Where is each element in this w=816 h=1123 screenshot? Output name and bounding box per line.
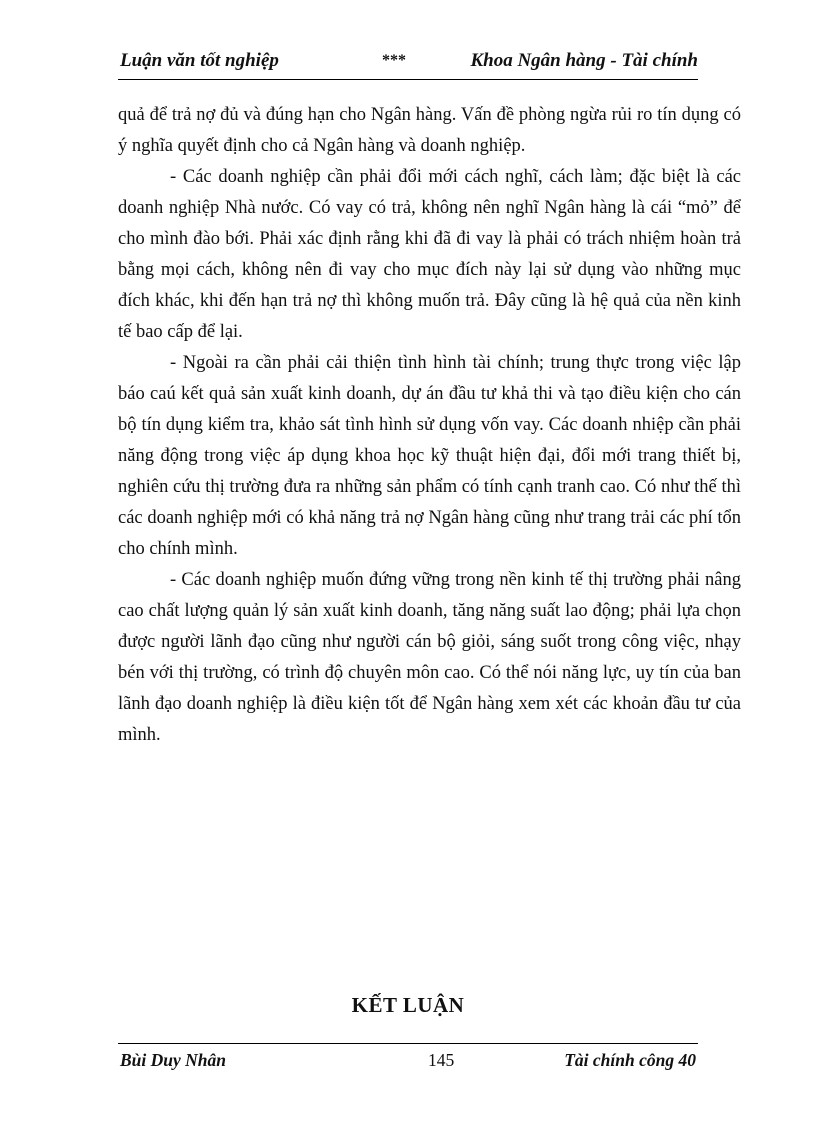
- page-header: [118, 50, 698, 80]
- header-thesis-label: Luận văn tốt nghiệp: [120, 50, 279, 71]
- page-footer: [118, 1050, 698, 1078]
- footer-author: Bùi Duy Nhân: [120, 1050, 227, 1070]
- body-text: [118, 100, 741, 751]
- paragraph-management-quality: - Các doanh nghiệp muốn đứng vững trong nền kinh tế thị trường phải nâng cao chất lượng quản lý sản xuất kinh doanh, tăng năng suất lao động; phải lựa chọn được người lãnh đạo cũng như người cán bộ giỏi, sáng suốt trong công việc, nhạy bén với thị trường, có trình độ chuyên môn cao. Có thể nói năng lực, uy tín của ban lãnh đạo doanh nghiệp là điều kiện tốt để Ngân hàng xem xét các khoản đầu tư của mình.: [118, 570, 741, 745]
- paragraph-enterprise-mindset: - Các doanh nghiệp cần phải đổi mới cách nghĩ, cách làm; đặc biệt là các doanh nghiệp Nhà nước. Có vay có trả, không nên nghĩ Ngân hàng là cái “mỏ” để cho mình đào bới. Phải xác định rằng khi đã đi vay là phải có trách nhiệm hoàn trả bằng mọi cách, không nên đi vay cho mục đích này lại sử dụng vào những mục đích khác, khi đến hạn trả nợ thì không muốn trả. Đây cũng là hệ quả của nền kinh tế bao cấp để lại.: [118, 167, 741, 342]
- header-faculty-label: Khoa Ngân hàng - Tài chính: [470, 50, 698, 71]
- footer-rule: [118, 1043, 698, 1044]
- footer-class: Tài chính công 40: [564, 1050, 696, 1070]
- page-number: 145: [428, 1050, 455, 1070]
- paragraph-financial-situation: - Ngoài ra cần phải cải thiện tình hình tài chính; trung thực trong việc lập báo caú kết quả sản xuất kinh doanh, dự án đầu tư khả thi và tạo điều kiện cho cán bộ tín dụng kiểm tra, khảo sát tình hình sử dụng vốn vay. Các doanh nhiệp cần phải năng động trong việc áp dụng khoa học kỹ thuật hiện đại, đổi mới trang thiết bị, nghiên cứu thị trường đưa ra những sản phẩm có tính cạnh tranh cao. Có như thế thì các doanh nghiệp mới có khả năng trả nợ Ngân hàng cũng như trang trải các phí tổn cho chính mình.: [118, 353, 741, 559]
- header-separator: ***: [382, 52, 406, 69]
- paragraph-continuation: quả để trả nợ đủ và đúng hạn cho Ngân hàng. Vấn đề phòng ngừa rủi ro tín dụng có ý nghĩa quyết định cho cả Ngân hàng và doanh nghiệp.: [118, 105, 741, 156]
- section-heading: KẾT LUẬN: [351, 993, 465, 1017]
- header-rule: [118, 79, 698, 80]
